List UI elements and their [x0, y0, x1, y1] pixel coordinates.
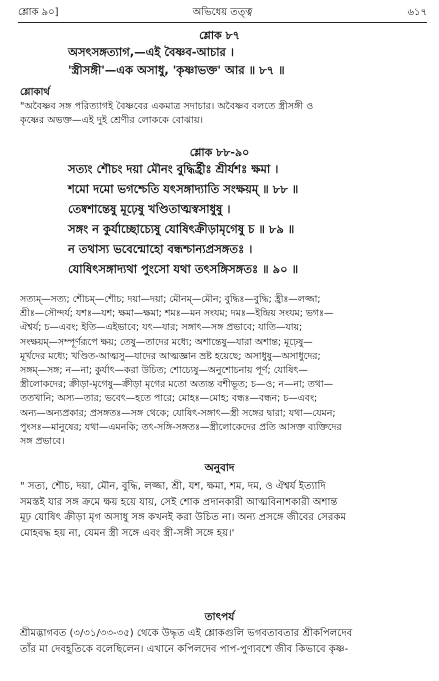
- word-meaning-line: অন্য—অন্যপ্রকার; প্রসঙ্গতঃ—সঙ্গ থেকে; যোষিৎ-সঙ্গাৎ—স্ত্রী সঙ্গের দ্বারা; যথা—যেমন;: [20, 407, 336, 419]
- header-page-number: ৬১৭: [407, 7, 427, 18]
- word-meaning-line: সত্যম্—সত্য; শৌচম্—শৌচ; দয়া—দয়া; মৌনম্—মৌন; বুদ্ধিঃ—বুদ্ধি; হ্রীঃ—লজ্জা;: [20, 294, 321, 305]
- word-meaning-line: ঐশ্বর্য; চ—এবং; ইতি—এইভাবে; যৎ—যার; সঙ্গাৎ—সঙ্গ প্রভাবে; যাতি—যায়;: [20, 322, 303, 334]
- word-meaning-line: সঙ্গম্—সঙ্গ; ন—না; কুর্যাৎ—করা উচিত; শোচ্যেষু—অনুশোচনায় পূর্ণ; যোষিৎ—: [20, 365, 308, 377]
- word-meaning-line: শ্রীঃ—সৌন্দর্য; যশঃ—যশ; ক্ষমা—ক্ষমা; শমঃ—মন সংযম; দমঃ—ইন্দ্রিয় সংযম; ভগঃ—: [20, 308, 334, 320]
- verse-88-line-1: সত্যং শৌচং দয়া মৌনং বুদ্ধির্হ্রীঃ শ্রীর্যশঃ ক্ষমা ।: [68, 162, 279, 176]
- word-meaning-line: সংক্ষয়ম্—সম্পূর্ণরূপে ক্ষয়; তেষু—তাদের মধ্যে; অশান্তেষু—যারা অশান্ত; মূঢ়েষু—: [20, 336, 313, 348]
- verse-90-line-1: ন তথাস্য ভবেন্মোহো বন্ধশ্চান্যপ্রসঙ্গতঃ ।: [68, 242, 253, 256]
- verse-88-line-2: শমো দমো ভগশ্চেতি যৎসঙ্গাদ্যাতি সংক্ষয়ম্ ॥ ৮৮ ॥: [68, 182, 299, 196]
- verse-88-90-heading: শ্লোক ৮৮-৯০: [189, 146, 250, 159]
- verse-87-meaning-label: শ্লোকার্থ: [20, 87, 50, 98]
- header-verse-ref: শ্লোক ৯০]: [18, 7, 59, 18]
- header-rule: [18, 22, 427, 23]
- verse-87-meaning-line: কৃষ্ণের অভক্ত—এই দুই শ্রেণীর লোককে বোঝায়।: [20, 115, 204, 127]
- verse-87-line-1: অসৎসঙ্গত্যাগ,—এই বৈষ্ণব-আচার ।: [68, 45, 234, 59]
- word-meaning-line: স্ত্রীলোকদের; ক্রীড়া-মৃগেষু—ক্রীড়া মৃগের মতো অত্যন্ত বশীভূত; চ—ও; ন—না; তথা—: [20, 379, 334, 391]
- purport-line: শ্রীমদ্ভাগবত (৩/৩১/৩৩-৩৫) থেকে উদ্ধৃত এই শ্লোকগুলি ভগবতাবতার শ্রীকপিলদেব: [20, 628, 353, 639]
- translation-text: [20, 479, 425, 541]
- purport-line: তাঁর মা দেবহূতিকে বলেছিলেন। এখানে কপিলদেব পাপ-পুণ্যবশে জীব কিভাবে কৃষ্ণ-: [20, 643, 349, 655]
- word-meaning-line: ততখানি; অস্য—তার; ভবেৎ—হতে পারে; মোহঃ—মোহ; বন্ধঃ—বন্ধন; চ—এবং;: [20, 393, 318, 405]
- verse-89-line-1: তেষ্বশান্তেষু মূঢ়েষু খণ্ডিতাত্মস্বসাধুষু ।: [68, 202, 231, 216]
- translation-line: মোহবদ্ধ হয় না, যেমন স্ত্রী সঙ্গে এবং স্ত্রী-সঙ্গী সঙ্গে হয়।': [20, 527, 235, 539]
- word-meaning-line: মূর্খদের মধ্যে; খণ্ডিত-আত্মসু—যাদের আত্মজ্ঞান ভ্রষ্ট হয়েছে; অসাধুষু—অসাধুদের;: [20, 350, 321, 362]
- verse-89-line-2: সঙ্গং ন কুর্যাচ্ছোচ্যেষু যোষিৎক্রীড়ামৃগেষু চ ॥ ৮৯ ॥: [68, 222, 295, 236]
- word-meaning-line: সঙ্গ প্রভাবে।: [20, 436, 65, 448]
- translation-line: " সত্য, শৌচ, দয়া, মৌন, বুদ্ধি, লজ্জা, শ্রী, যশ, ক্ষমা, শম, দম, ও ঐশ্বর্য ইত্যাদি: [20, 481, 326, 492]
- translation-line: সমস্তই যার সঙ্গ ক্রমে ক্ষয় হয়ে যায়, সেই শোক প্রদানকারী আত্মবিনাশকারী অশান্ত: [20, 496, 338, 508]
- verse-90-line-2: যোষিৎসঙ্গাদ্যথা পুংসো যথা তৎসঙ্গিসঙ্গতঃ ॥ ৯০ ॥: [68, 262, 299, 276]
- translation-line: মূঢ় যোষিৎ ক্রীড়া মৃগ অসাধু সঙ্গ কখনই করা উচিত না। অন্য প্রসঙ্গে জীবের সেরকম: [20, 512, 347, 523]
- purport-label: তাৎপর্য: [204, 611, 235, 623]
- header-chapter-title: অভিধেয় তত্ত্ব: [192, 7, 253, 18]
- word-meanings: [20, 293, 425, 449]
- running-header: [18, 6, 427, 20]
- translation-label: অনুবাদ: [204, 462, 235, 474]
- verse-87-meaning: [20, 100, 422, 129]
- verse-87-heading: শ্লোক ৮৭: [199, 29, 240, 42]
- word-meaning-line: পুংসঃ—মানুষের; যথা—এমনকি; তৎ-সঙ্গি-সঙ্গতঃ—স্ত্রীলোকেদের প্রতি আসক্ত ব্যক্তিদের: [20, 421, 342, 433]
- verse-87-meaning-line: "অবৈষ্ণব সঙ্গ পরিত্যাগই বৈষ্ণবের একমাত্র সদাচার। অবৈষ্ণব বলতে স্ত্রীসঙ্গী ও: [20, 101, 314, 112]
- purport-text: [20, 626, 425, 657]
- verse-87-line-2: 'স্ত্রীসঙ্গী'—এক অসাধু, 'কৃষ্ণাভক্ত' আর ॥ ৮৭ ॥: [68, 63, 285, 77]
